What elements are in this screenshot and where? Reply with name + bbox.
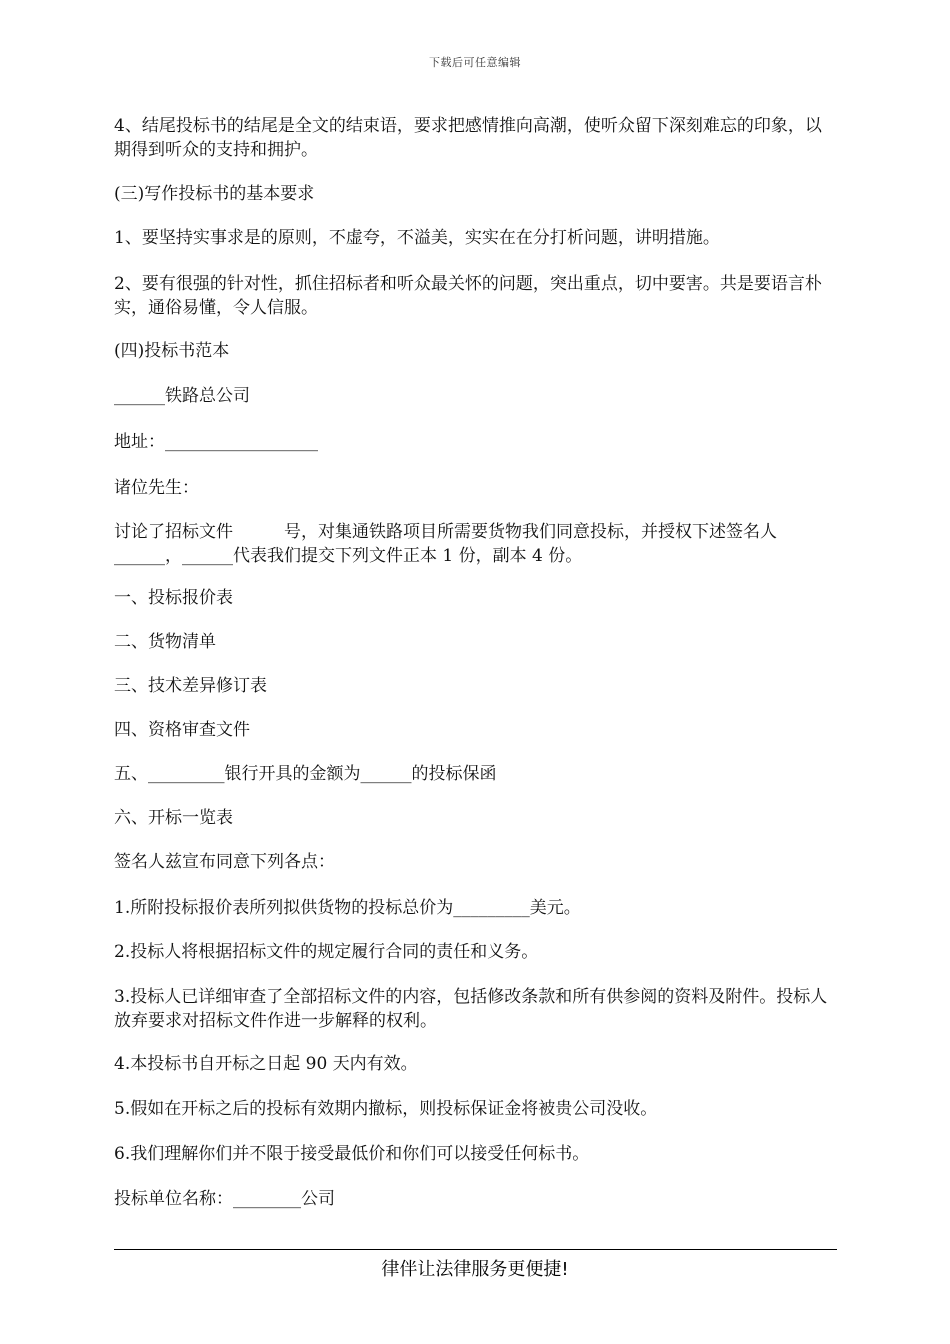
list-item: 六、开标一览表 (114, 808, 233, 828)
paragraph: 投标单位名称：________公司 (114, 1189, 335, 1209)
paragraph: 1、要坚持实事求是的原则，不虚夸，不溢美，实实在在分打析问题，讲明措施。 (114, 228, 720, 248)
section-heading: (三)写作投标书的基本要求 (114, 184, 315, 204)
paragraph: 签名人兹宣布同意下列各点： (114, 852, 335, 872)
list-item: 1.所附投标报价表所列拟供货物的投标总价为_________美元。 (114, 898, 581, 918)
section-heading: (四)投标书范本 (114, 341, 230, 361)
page-footer: 律伴让法律服务更便捷! (381, 1259, 569, 1280)
list-item: 一、投标报价表 (114, 588, 233, 608)
footer-divider (114, 1249, 837, 1250)
page-header: 下载后可任意编辑 (429, 56, 521, 69)
list-item: 5.假如在开标之后的投标有效期内撤标，则投标保证金将被贵公司没收。 (114, 1099, 658, 1119)
list-item: 4.本投标书自开标之日起 90 天内有效。 (114, 1054, 418, 1074)
paragraph: 诸位先生： (114, 478, 199, 498)
list-item: 五、_________银行开具的金额为______的投标保函 (114, 764, 497, 784)
list-item: 6.我们理解你们并不限于接受最低价和你们可以接受任何标书。 (114, 1144, 590, 1164)
paragraph: 2、要有很强的针对性，抓住招标者和听众最关怀的问题，突出重点，切中要害。共是要语言朴实，通俗易懂，令人信服。 (114, 274, 822, 318)
paragraph: 4、结尾投标书的结尾是全文的结束语，要求把感情推向高潮，使听众留下深刻难忘的印象，以期得到听众的支持和拥护。 (114, 116, 822, 160)
list-item: 3.投标人已详细审查了全部招标文件的内容，包括修改条款和所有供参阅的资料及附件。投标人放弃要求对招标文件作进一步解释的权利。 (114, 987, 828, 1031)
list-item: 2.投标人将根据招标文件的规定履行合同的责任和义务。 (114, 942, 539, 962)
list-item: 三、技术差异修订表 (114, 676, 267, 696)
list-item: 二、货物清单 (114, 632, 216, 652)
paragraph: ______铁路总公司 (114, 386, 250, 406)
paragraph: 讨论了招标文件 号，对集通铁路项目所需要货物我们同意投标，并授权下述签名人______，______代表我们提交下列文件正本 1 份，副本 4 份。 (114, 522, 777, 566)
list-item: 四、资格审查文件 (114, 720, 250, 740)
paragraph: 地址：__________________ (114, 432, 318, 452)
